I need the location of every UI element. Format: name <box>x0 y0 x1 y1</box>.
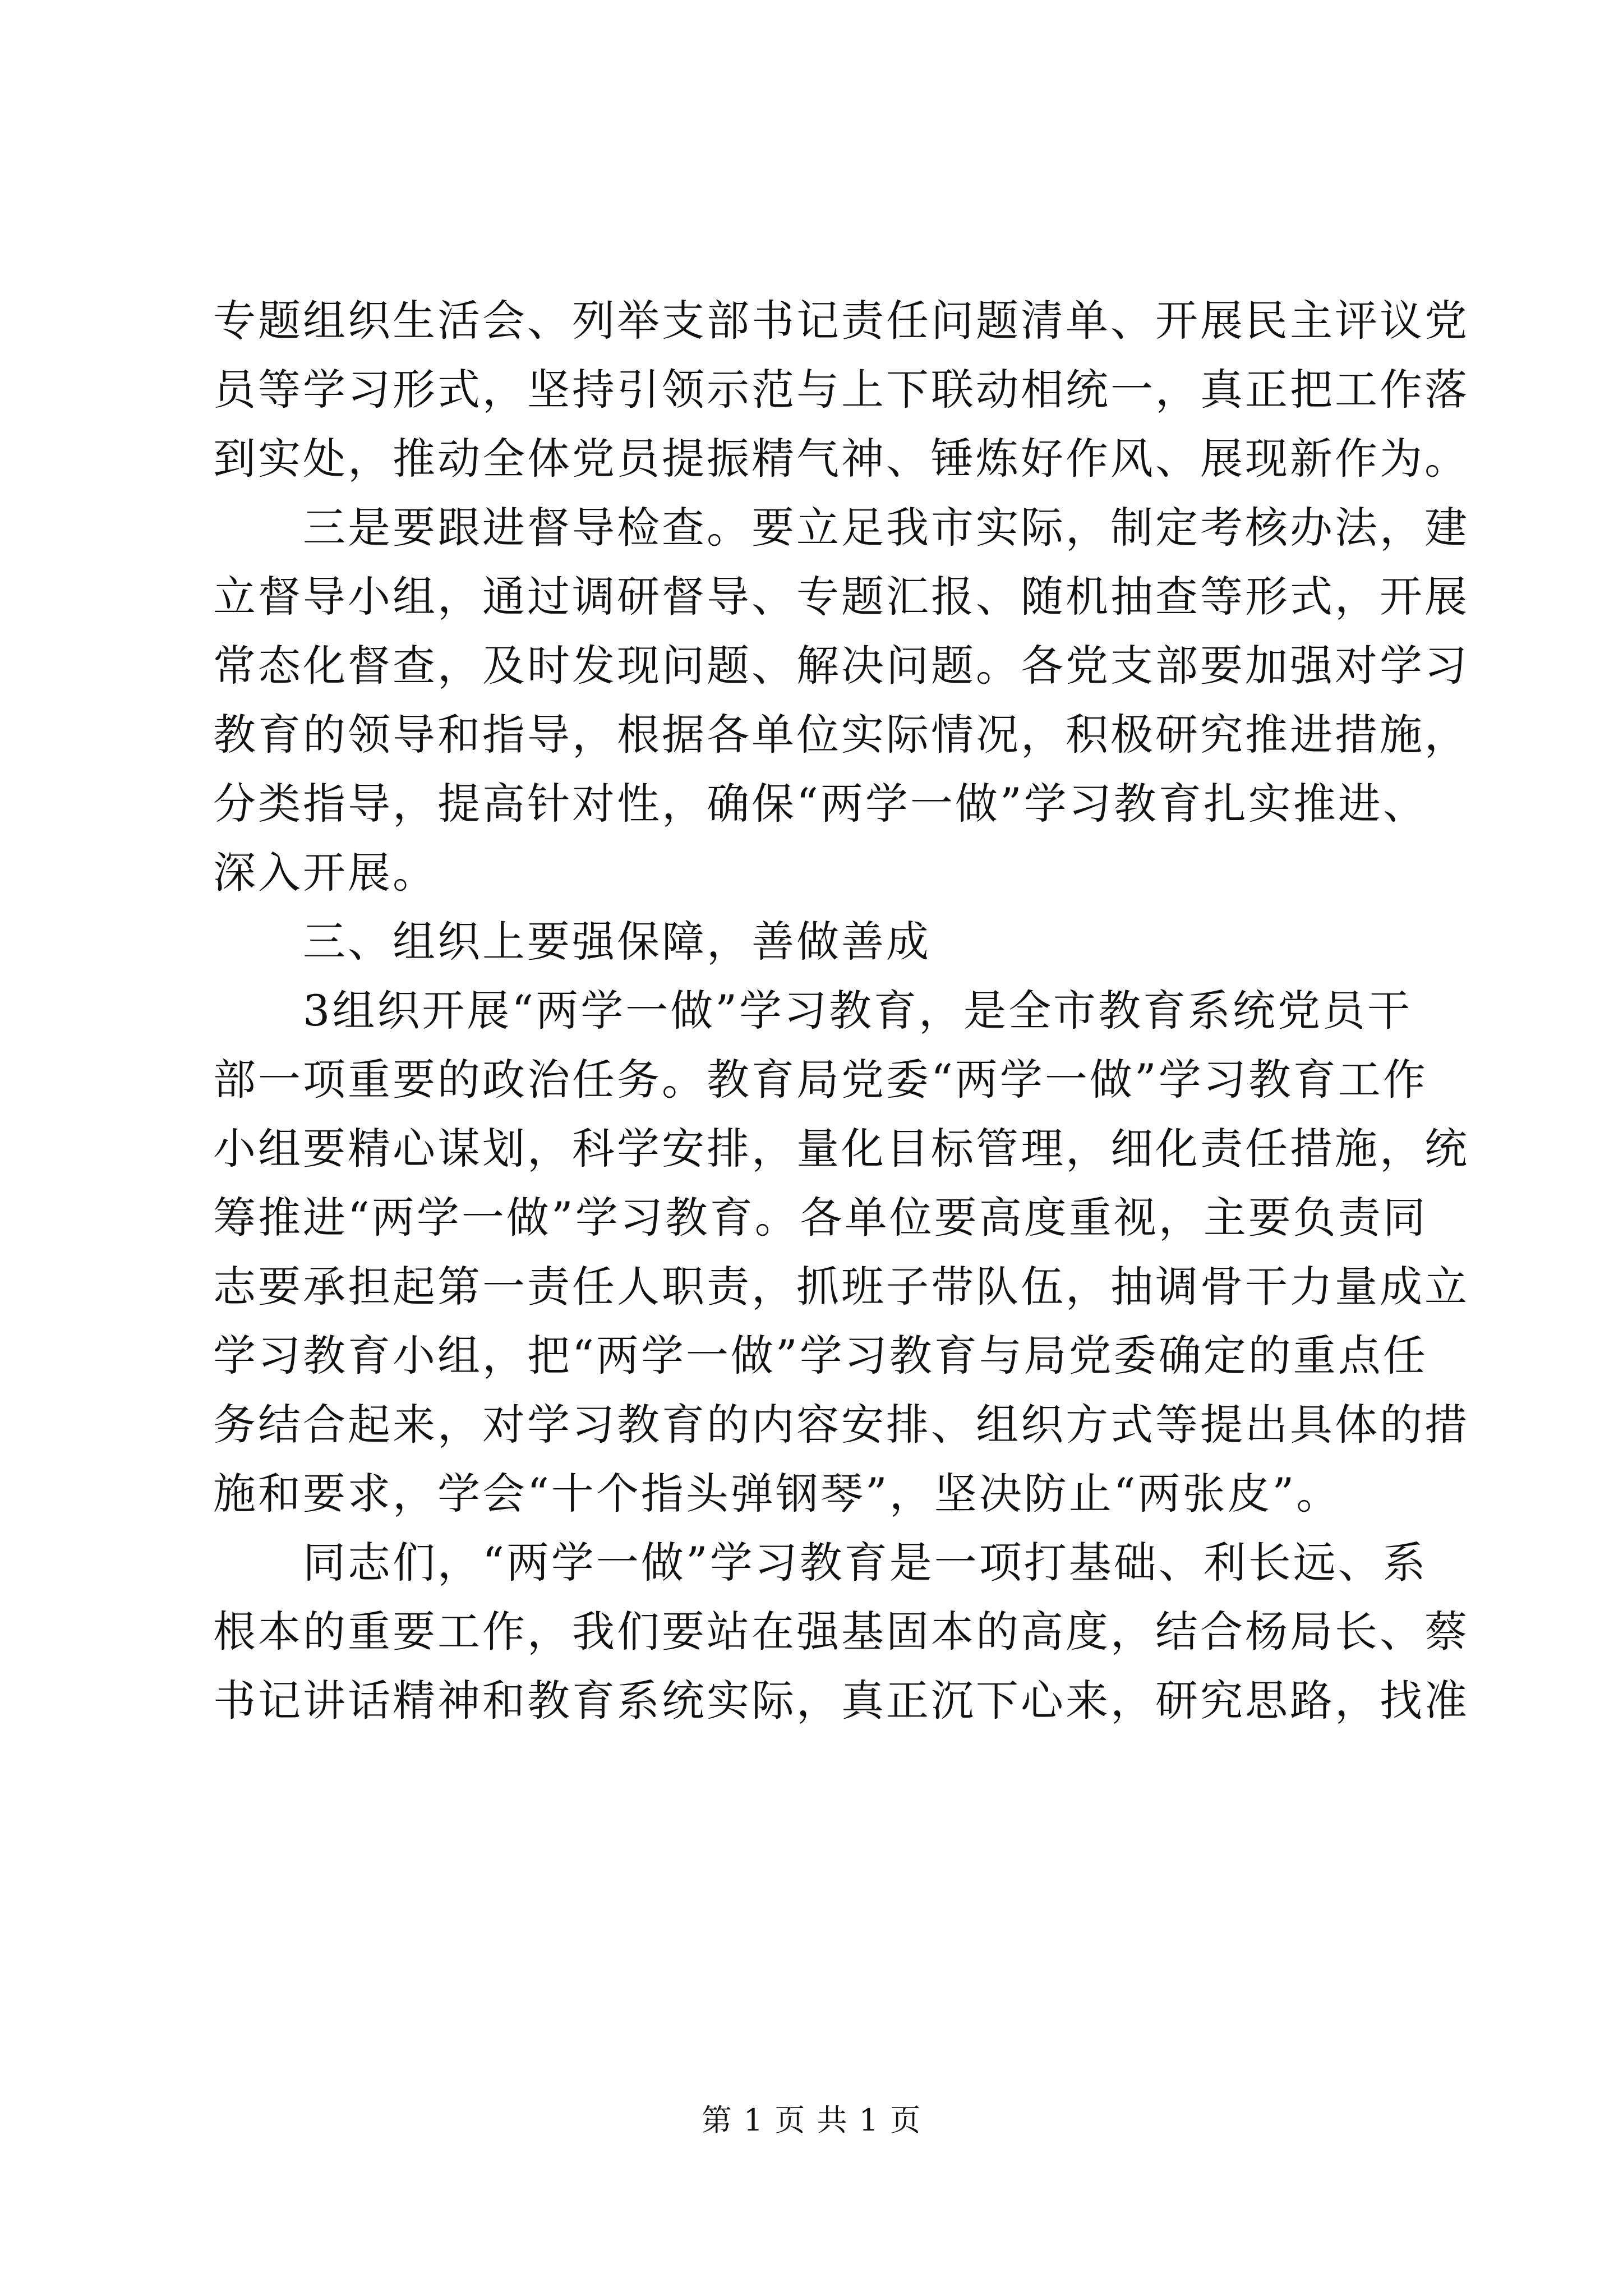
text-line: 到实处，推动全体党员提振精气神、锤炼好作风、展现新作为。 <box>213 434 1469 484</box>
text-line: 常态化督查，及时发现问题、解决问题。各党支部要加强对学习 <box>213 641 1469 691</box>
text-line: 员等学习形式，坚持引领示范与上下联动相统一，真正把工作落 <box>213 365 1469 415</box>
text-line: 部一项重要的政治任务。教育局党委“两学一做”学习教育工作 <box>213 1055 1428 1105</box>
text-line: 筹推进“两学一做”学习教育。各单位要高度重视，主要负责同 <box>213 1193 1428 1243</box>
document-body <box>213 286 1469 1735</box>
section-heading: 三、组织上要强保障，善做善成 <box>303 917 931 967</box>
text-line: 施和要求，学会“十个指头弹钢琴”，坚决防止“两张皮”。 <box>213 1469 1341 1519</box>
text-line: 志要承担起第一责任人职责，抓班子带队伍，抽调骨干力量成立 <box>213 1262 1469 1312</box>
text-line: 三是要跟进督导检查。要立足我市实际，制定考核办法，建 <box>303 503 1469 553</box>
text-line: 分类指导，提高针对性，确保“两学一做”学习教育扎实推进、 <box>213 779 1428 829</box>
text-line: 深入开展。 <box>213 848 437 898</box>
text-line: 立督导小组，通过调研督导、专题汇报、随机抽查等形式，开展 <box>213 572 1469 622</box>
text-line: 教育的领导和指导，根据各单位实际情况，积极研究推进措施， <box>213 710 1469 760</box>
text-line: 书记讲话精神和教育系统实际，真正沉下心来，研究思路，找准 <box>213 1676 1469 1726</box>
text-line: 同志们，“两学一做”学习教育是一项打基础、利长远、系 <box>303 1538 1428 1588</box>
text-line: 学习教育小组，把“两学一做”学习教育与局党委确定的重点任 <box>213 1331 1428 1381</box>
text-line: 小组要精心谋划，科学安排，量化目标管理，细化责任措施，统 <box>213 1124 1469 1174</box>
text-line: 根本的重要工作，我们要站在强基固本的高度，结合杨局长、蔡 <box>213 1607 1469 1657</box>
text-line: 专题组织生活会、列举支部书记责任问题清单、开展民主评议党 <box>213 296 1469 346</box>
text-line: 务结合起来，对学习教育的内容安排、组织方式等提出具体的措 <box>213 1400 1469 1450</box>
page-footer: 第 1 页 共 1 页 <box>701 2102 922 2138</box>
text-line: 3组织开展“两学一做”学习教育，是全市教育系统党员干 <box>303 986 1413 1036</box>
